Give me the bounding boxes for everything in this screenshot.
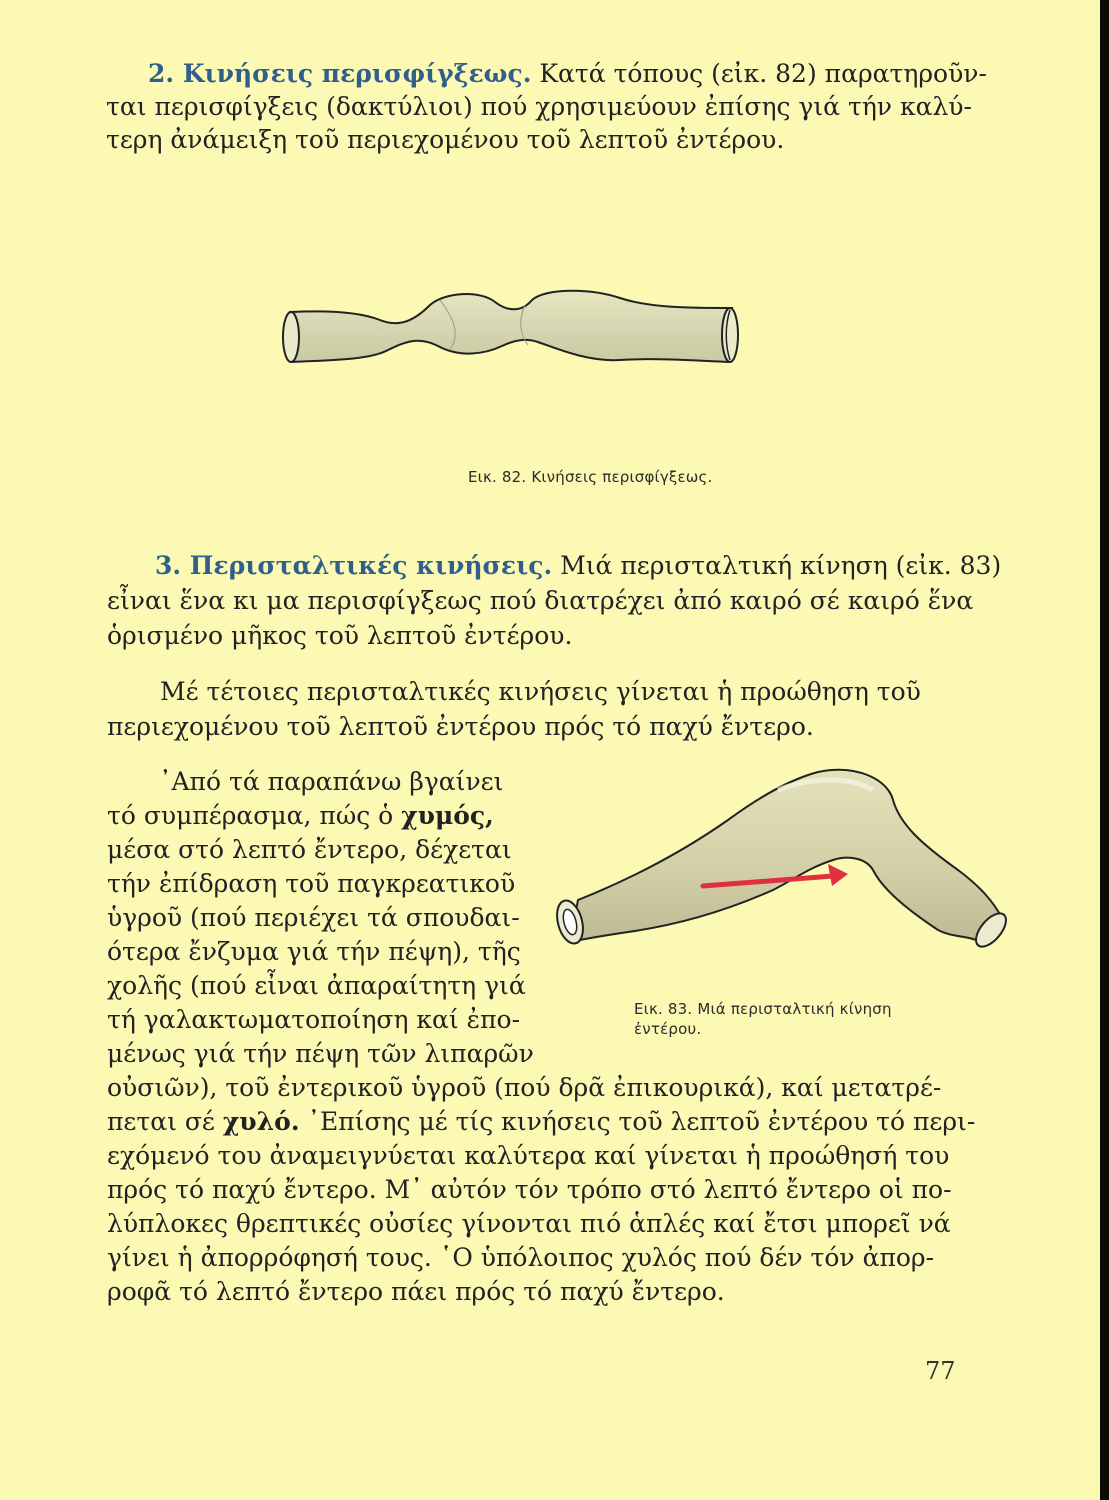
p3-line-6: ότερα ἔνζυμα γιά τήν πέψη), τῆς: [107, 937, 521, 966]
paragraph2-line-2: περιεχομένου τοῦ λεπτοῦ ἐντέρου πρός τό παχύ ἔντερο.: [107, 712, 814, 741]
p3w-line-7: ροφᾶ τό λεπτό ἔντερο πάει πρός τό παχύ ἔντερο.: [107, 1277, 725, 1306]
chymos-term: χυμός,: [401, 801, 494, 830]
section2-line-1: Κατά τόπους (εἰκ. 82) παρατηροῦν-: [539, 59, 987, 88]
section2-heading: 2. Κινήσεις περισφίγξεως.: [148, 59, 532, 88]
p3w-line-5: λύπλοκες θρεπτικές οὐσίες γίνονται πιό ἁπλές καί ἔτσι μπορεῖ νά: [107, 1209, 951, 1238]
section3-line-2: εἶναι ἕνα κι μα περισφίγξεως πού διατρέχει ἀπό καιρό σέ καιρό ἕνα: [107, 586, 974, 615]
p3-line-2: τό συμπέρασμα, πώς ὁ: [107, 801, 394, 830]
p3w-line-1: οὐσιῶν), τοῦ ἐντερικοῦ ὑγροῦ (πού δρᾶ ἐπικουρικά), καί μετατρέ-: [107, 1073, 942, 1102]
p3-line-4: τήν ἐπίδραση τοῦ παγκρεατικοῦ: [107, 869, 516, 898]
p3w-line-4: πρός τό παχύ ἔντερο. Μ᾿ αὐτόν τόν τρόπο στό λεπτό ἔντερο οἱ πο-: [107, 1175, 952, 1204]
section2-line-2: ται περισφίγξεις (δακτύλιοι) πού χρησιμεύουν ἐπίσης γιά τήν καλύ-: [106, 92, 972, 121]
p3-line-8: τή γαλακτωματοποίηση καί ἐπο-: [107, 1005, 521, 1034]
figure-83-caption-line-1: Εικ. 83. Μιά περισταλτική κίνηση: [634, 1000, 892, 1018]
section3-line-1: Μιά περισταλτική κίνηση (εἰκ. 83): [560, 551, 1002, 580]
section3-heading: 3. Περισταλτικές κινήσεις.: [155, 551, 553, 580]
p3w-line-2a: πεται σέ: [107, 1107, 215, 1136]
p3-line-7: χολῆς (πού εἶναι ἀπαραίτητη γιά: [107, 971, 526, 1000]
figure-82-caption: Εικ. 82. Κινήσεις περισφίγξεως.: [468, 468, 713, 486]
p3w-line-3: εχόμενό του ἀναμειγνύεται καλύτερα καί γίνεται ἡ προώθησή του: [107, 1141, 950, 1170]
figure-83-intestine-drawing: [548, 760, 1038, 960]
p3w-line-6: γίνει ἡ ἀπορρόφησή τους. ῾Ο ὑπόλοιπος χυλός πού δέν τόν ἀπορ-: [107, 1243, 935, 1272]
section2-line-3: τερη ἀνάμειξη τοῦ περιεχομένου τοῦ λεπτοῦ ἐντέρου.: [106, 125, 785, 154]
p3-line-1: ᾿Από τά παραπάνω βγαίνει: [159, 767, 504, 796]
p3-line-9: μένως γιά τήν πέψη τῶν λιπαρῶν: [107, 1039, 534, 1068]
page-edge: [1100, 0, 1109, 1500]
p3w-line-2b: ᾿Επίσης μέ τίς κινήσεις τοῦ λεπτοῦ ἐντέρου τό περι-: [307, 1107, 976, 1136]
figure-82-intestine-drawing: [270, 280, 760, 375]
paragraph2-line-1: Μέ τέτοιες περισταλτικές κινήσεις γίνεται ἡ προώθηση τοῦ: [160, 677, 921, 706]
p3-line-3: μέσα στό λεπτό ἔντερο, δέχεται: [107, 835, 512, 864]
chylos-term: χυλό.: [222, 1107, 300, 1136]
page-number: 77: [925, 1357, 956, 1385]
figure-83-caption: [634, 999, 892, 1039]
p3-line-5: ὑγροῦ (πού περιέχει τά σπουδαι-: [107, 903, 520, 932]
figure-83-caption-line-2: ἐντέρου.: [634, 1020, 702, 1038]
section3-line-3: ὁρισμένο μῆκος τοῦ λεπτοῦ ἐντέρου.: [107, 621, 573, 650]
